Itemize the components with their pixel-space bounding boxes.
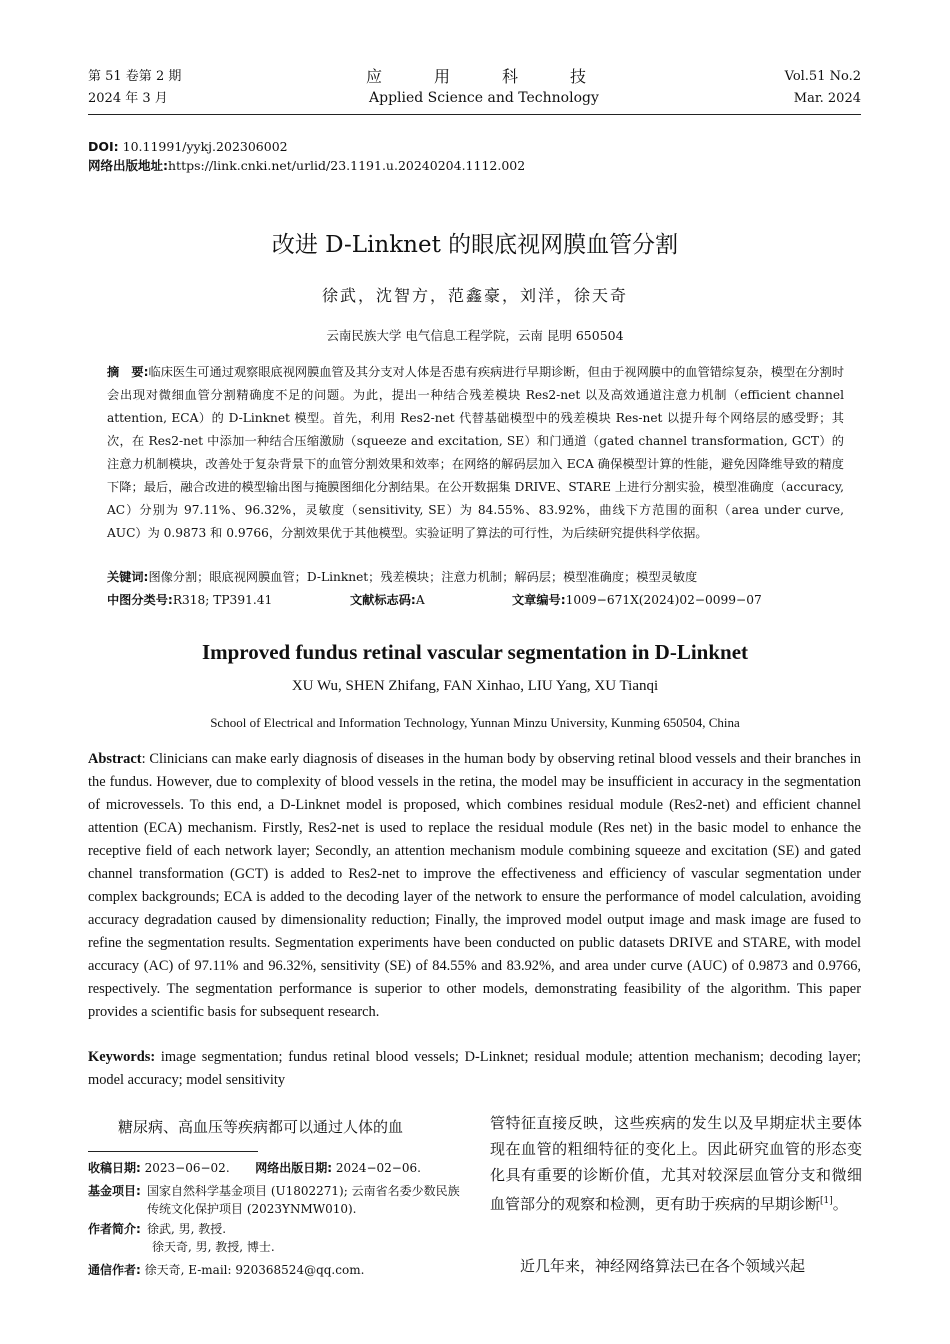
keywords-en — [88, 1046, 861, 1092]
doc-label: 文献标志码: — [350, 593, 416, 607]
header-issue-en: Vol.51 No.2 — [784, 69, 861, 84]
body-left-para: 糖尿病、高血压等疾病都可以通过人体的血 — [118, 1118, 404, 1136]
citation-ref[interactable]: [1] — [820, 1196, 833, 1206]
abstract-en-text: : Clinicians can make early diagnosis of diseases in the human body by observing retinal blood vessels and their branches in the fundus. However, due to complexity of blood vessels in the retina, the model may be insufficient in accuracy in the segmentation of microvessels. To this end, a D-Linknet model is proposed, which combines residual module (Res2-net) and efficient channel attention (ECA) mechanism. Firstly, Res2-net is used to replace the residual module (Res net) in the basic model to enhance the receptive field of each network layer; Secondly, an attention mechanism module combining squeeze and excitation (SE) and gated channel transformation (GCT) is added to Res2-net to improve the effectiveness and efficiency of vascular segmentation under complex backgrounds; ECA is added to the decoding layer of the network to ensure the performance of model calculation, avoiding accuracy degradation caused by dimensionality reduction; Finally, the improved model output image and mask image are fused to refine the segmentation results. Segmentation experiments have been conducted on public datasets DRIVE and STARE, with model accuracy (AC) of 97.11% and 96.32%, sensitivity (SE) of 84.55% and 83.92%, and area under curve (AUC) of 0.9873 and 0.9766, respectively. The segmentation performance is superior to other models, demonstrating feasibility of the algorithm. This paper provides a scientific basis for subsequent research. — [88, 751, 861, 1020]
authors-cn: 徐武，沈智方，范鑫豪，刘洋，徐天奇 — [321, 286, 628, 305]
doi-value: 10.11991/yykj.202306002 — [118, 139, 288, 154]
online-line — [88, 156, 525, 175]
abstract-en — [88, 748, 861, 1024]
corr-text: 徐天奇, E-mail: 920368524@qq.com. — [140, 1263, 365, 1277]
body-right-para2: 近几年来，神经网络算法已在各个领域兴起 — [520, 1257, 806, 1275]
keywords-en-text: image segmentation; fundus retinal blood vessels; D-Linknet; residual module; attention mechanism; decoding layer; model accuracy; model sensitivity — [88, 1049, 861, 1088]
paper-title-en: Improved fundus retinal vascular segmentation in D-Linknet — [201, 640, 749, 664]
clc-value: R318; TP391.41 — [172, 593, 273, 607]
abstract-cn-text: 临床医生可通过观察眼底视网膜血管及其分支对人体是否患有疾病进行早期诊断，但由于视网膜中的血管错综复杂，模型在分割时会出现对微细血管分割精确度不足的问题。为此，提出一种结合残差模块 Res2-net 以及高效通道注意力机制（efficient channel attention, ECA）的 D-Linknet 模型。首先，利用 Res2-net 代替基础模型中的残差模块 Res-net 以提升每个网络层的感受野；其次，在 Res2-net 中添加一种结合压缩激励（squeeze and excitation, SE）和门通道（gated channel transformation, GCT）的注意力机制模块，改善处于复杂背景下的血管分割效果和效率；在网络的解码层加入 ECA 确保模型计算的性能，避免因降维导致的精度下降；最后，融合改进的模型输出图与掩膜图细化分割结果。在公开数据集 DRIVE、STARE 上进行分割实验，模型准确度（accuracy, AC）分别为 97.11%、96.32%，灵敏度（sensitivity, SE）为 84.55%、83.92%，曲线下方范围的面积（area under curve, AUC）为 0.9873 和 0.9766，分割效果优于其他模型。实验证明了算法的可行性，为后续研究提供科学依据。 — [107, 365, 845, 540]
affiliation-en: School of Electrical and Information Technology, Yunnan Minzu University, Kunming 650504, China — [210, 715, 740, 730]
header-date-en: Mar. 2024 — [793, 91, 861, 106]
received-date: 2023−06−02. — [140, 1161, 230, 1175]
author-1: 徐武, 男, 教授. — [147, 1222, 227, 1236]
body-right-text: 管特征直接反映，这些疾病的发生以及早期症状主要体现在血管的粗细特征的变化上。因此研究血管的形态变化具有重要的诊断价值，尤其对较深层血管分支和微细血管部分的观察和检测，更有助于疾病的早期诊断 — [490, 1114, 862, 1213]
footnote-rule — [88, 1151, 258, 1152]
doc-code — [350, 591, 510, 610]
header-journal-cn: 应用科技 — [366, 67, 639, 86]
abstract-en-label: Abstract — [88, 751, 142, 767]
doi-line — [88, 137, 288, 156]
online-date: 2024−02−06. — [332, 1161, 421, 1175]
author-label: 作者简介: — [88, 1222, 141, 1236]
header-rule — [88, 114, 861, 115]
clc-label: 中图分类号: — [107, 593, 173, 607]
article-number — [512, 591, 812, 610]
received-label: 收稿日期: — [88, 1161, 141, 1175]
abstract-cn-label: 摘 要: — [107, 365, 149, 379]
paper-title-cn: 改进 D-Linknet 的眼底视网膜血管分割 — [271, 232, 679, 258]
corr-label: 通信作者: — [88, 1263, 141, 1277]
keywords-en-label: Keywords: — [88, 1049, 156, 1065]
fund-text: 国家自然科学基金项目 (U1802271); 云南省名委少数民族传统文化保护项目 (2023YNMW010). — [147, 1184, 460, 1216]
doc-value: A — [415, 593, 425, 607]
online-date-label: 网络出版日期: — [255, 1161, 333, 1175]
header-date-cn: 2024 年 3 月 — [88, 91, 168, 106]
authors-en: XU Wu, SHEN Zhifang, FAN Xinhao, LIU Yang, XU Tianqi — [291, 678, 659, 694]
keywords-cn-text: 图像分割；眼底视网膜血管；D-Linknet；残差模块；注意力机制；解码层；模型准确度；模型灵敏度 — [148, 570, 698, 584]
doi-label: DOI: — [88, 139, 119, 154]
fund-label: 基金项目: — [88, 1184, 141, 1198]
art-value: 1009−671X(2024)02−0099−07 — [565, 593, 762, 607]
body-right-para1 — [490, 1110, 862, 1217]
footnote-dates — [88, 1159, 460, 1177]
keywords-cn-label: 关键词: — [107, 570, 149, 584]
header-issue-cn: 第 51 卷第 2 期 — [88, 69, 182, 84]
body-right-end: 。 — [832, 1195, 848, 1213]
online-url[interactable]: https://link.cnki.net/urlid/23.1191.u.20240204.1112.002 — [168, 158, 526, 173]
keywords-cn — [107, 568, 844, 587]
affiliation-cn: 云南民族大学 电气信息工程学院，云南 昆明 650504 — [326, 328, 624, 343]
art-label: 文章编号: — [512, 593, 566, 607]
abstract-cn — [107, 361, 844, 545]
header-journal-en: Applied Science and Technology — [369, 90, 599, 106]
online-label: 网络出版地址: — [88, 158, 168, 173]
author-2: 徐天奇, 男, 教授, 博士. — [152, 1240, 275, 1254]
corresponding-author — [88, 1261, 460, 1279]
